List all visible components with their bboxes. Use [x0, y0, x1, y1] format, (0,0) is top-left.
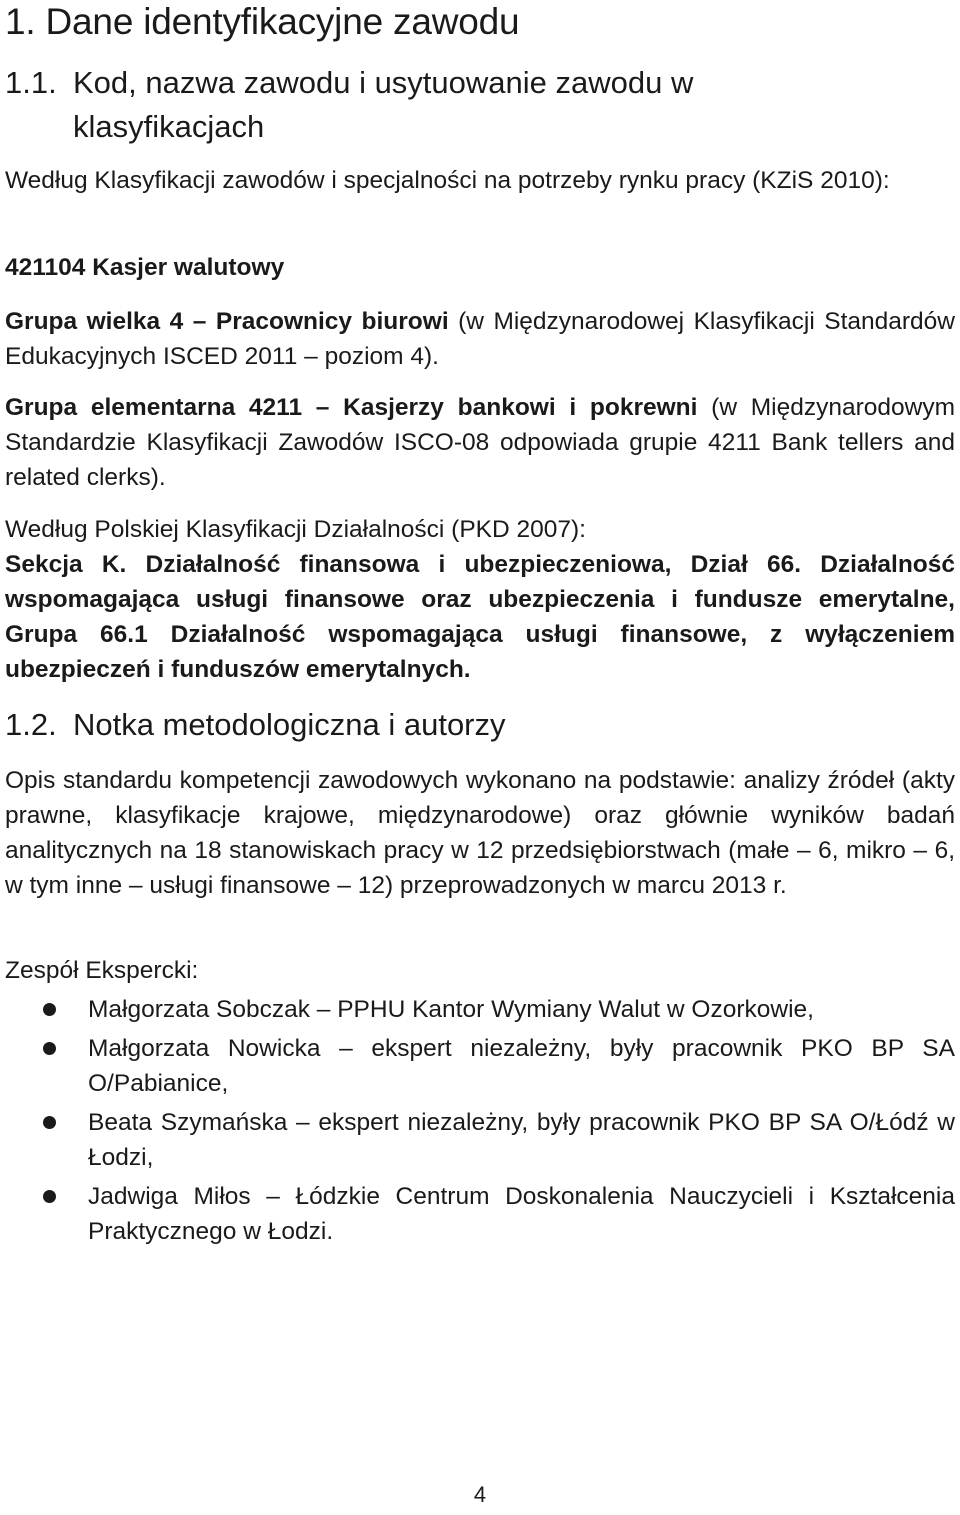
occupation-code: 421104 Kasjer walutowy [5, 254, 285, 281]
pkd-intro: Według Polskiej Klasyfikacji Działalności (PKD 2007): [5, 516, 586, 543]
section-1-1-heading [5, 61, 955, 144]
section-1-2-title: Notka metodologiczna i autorzy [73, 707, 506, 742]
unit-group [5, 390, 955, 495]
major-group [5, 304, 955, 374]
major-group-label: Grupa wielka 4 – Pracownicy biurowi [5, 308, 449, 335]
section-1-2-number: 1.2. [5, 707, 57, 742]
expert-entry: Jadwiga Miłos – Łódzkie Centrum Doskonalenia Nauczycieli i Kształcenia Praktycznego w Łodzi. [88, 1183, 955, 1245]
bullet-icon [43, 1116, 56, 1129]
list-item [5, 1179, 955, 1249]
section-1-1-number: 1.1. [5, 65, 57, 100]
experts-list [5, 992, 955, 1253]
list-item [5, 1105, 955, 1175]
expert-entry: Beata Szymańska – ekspert niezależny, były pracownik PKO BP SA O/Łódź w Łodzi, [88, 1109, 955, 1171]
section-1-2-heading [5, 703, 506, 747]
expert-entry: Małgorzata Nowicka – ekspert niezależny, były pracownik PKO BP SA O/Pabianice, [88, 1035, 955, 1097]
bullet-icon [43, 1042, 56, 1055]
list-item [5, 992, 955, 1027]
section-1-heading: 1. Dane identyfikacyjne zawodu [5, 1, 520, 42]
bullet-icon [43, 1190, 56, 1203]
bullet-icon [43, 1003, 56, 1016]
pkd-detail: Sekcja K. Działalność finansowa i ubezpieczeniowa, Dział 66. Działalność wspomagająca usługi finansowe oraz ubezpieczenia i fundusze emerytalne, Grupa 66.1 Działalność wspomagająca usługi finansowe, z wyłączeniem ubezpieczeń i funduszów emerytalnych. [5, 551, 955, 683]
major-group-note: (w Międzynarodowej Klasyfikacji Standardów Edukacyjnych ISCED 2011 – poziom 4). [5, 308, 955, 370]
section-1-1-title: Kod, nazwa zawodu i usytuowanie zawodu w klasyfikacjach [73, 65, 694, 144]
methodology-paragraph: Opis standardu kompetencji zawodowych wykonano na podstawie: analizy źródeł (akty prawne, klasyfikacje krajowe, międzynarodowe) oraz głównie wyników badań analitycznych na 18 stanowiskach pracy w 12 przedsiębiorstwach (małe – 6, mikro – 6, w tym inne – usługi finansowe – 12) przeprowadzonych w marcu 2013 r. [5, 767, 955, 899]
kzis-intro: Według Klasyfikacji zawodów i specjalności na potrzeby rynku pracy (KZiS 2010): [5, 167, 890, 194]
expert-entry: Małgorzata Sobczak – PPHU Kantor Wymiany Walut w Ozorkowie, [88, 996, 814, 1023]
experts-label: Zespół Ekspercki: [5, 957, 199, 984]
page-number: 4 [473, 1482, 487, 1507]
list-item [5, 1031, 955, 1101]
unit-group-label: Grupa elementarna 4211 – Kasjerzy bankowi i pokrewni [5, 394, 698, 421]
unit-group-note: (w Międzynarodowym Standardzie Klasyfikacji Zawodów ISCO-08 odpowiada grupie 4211 Bank tellers and related clerks). [5, 394, 955, 491]
